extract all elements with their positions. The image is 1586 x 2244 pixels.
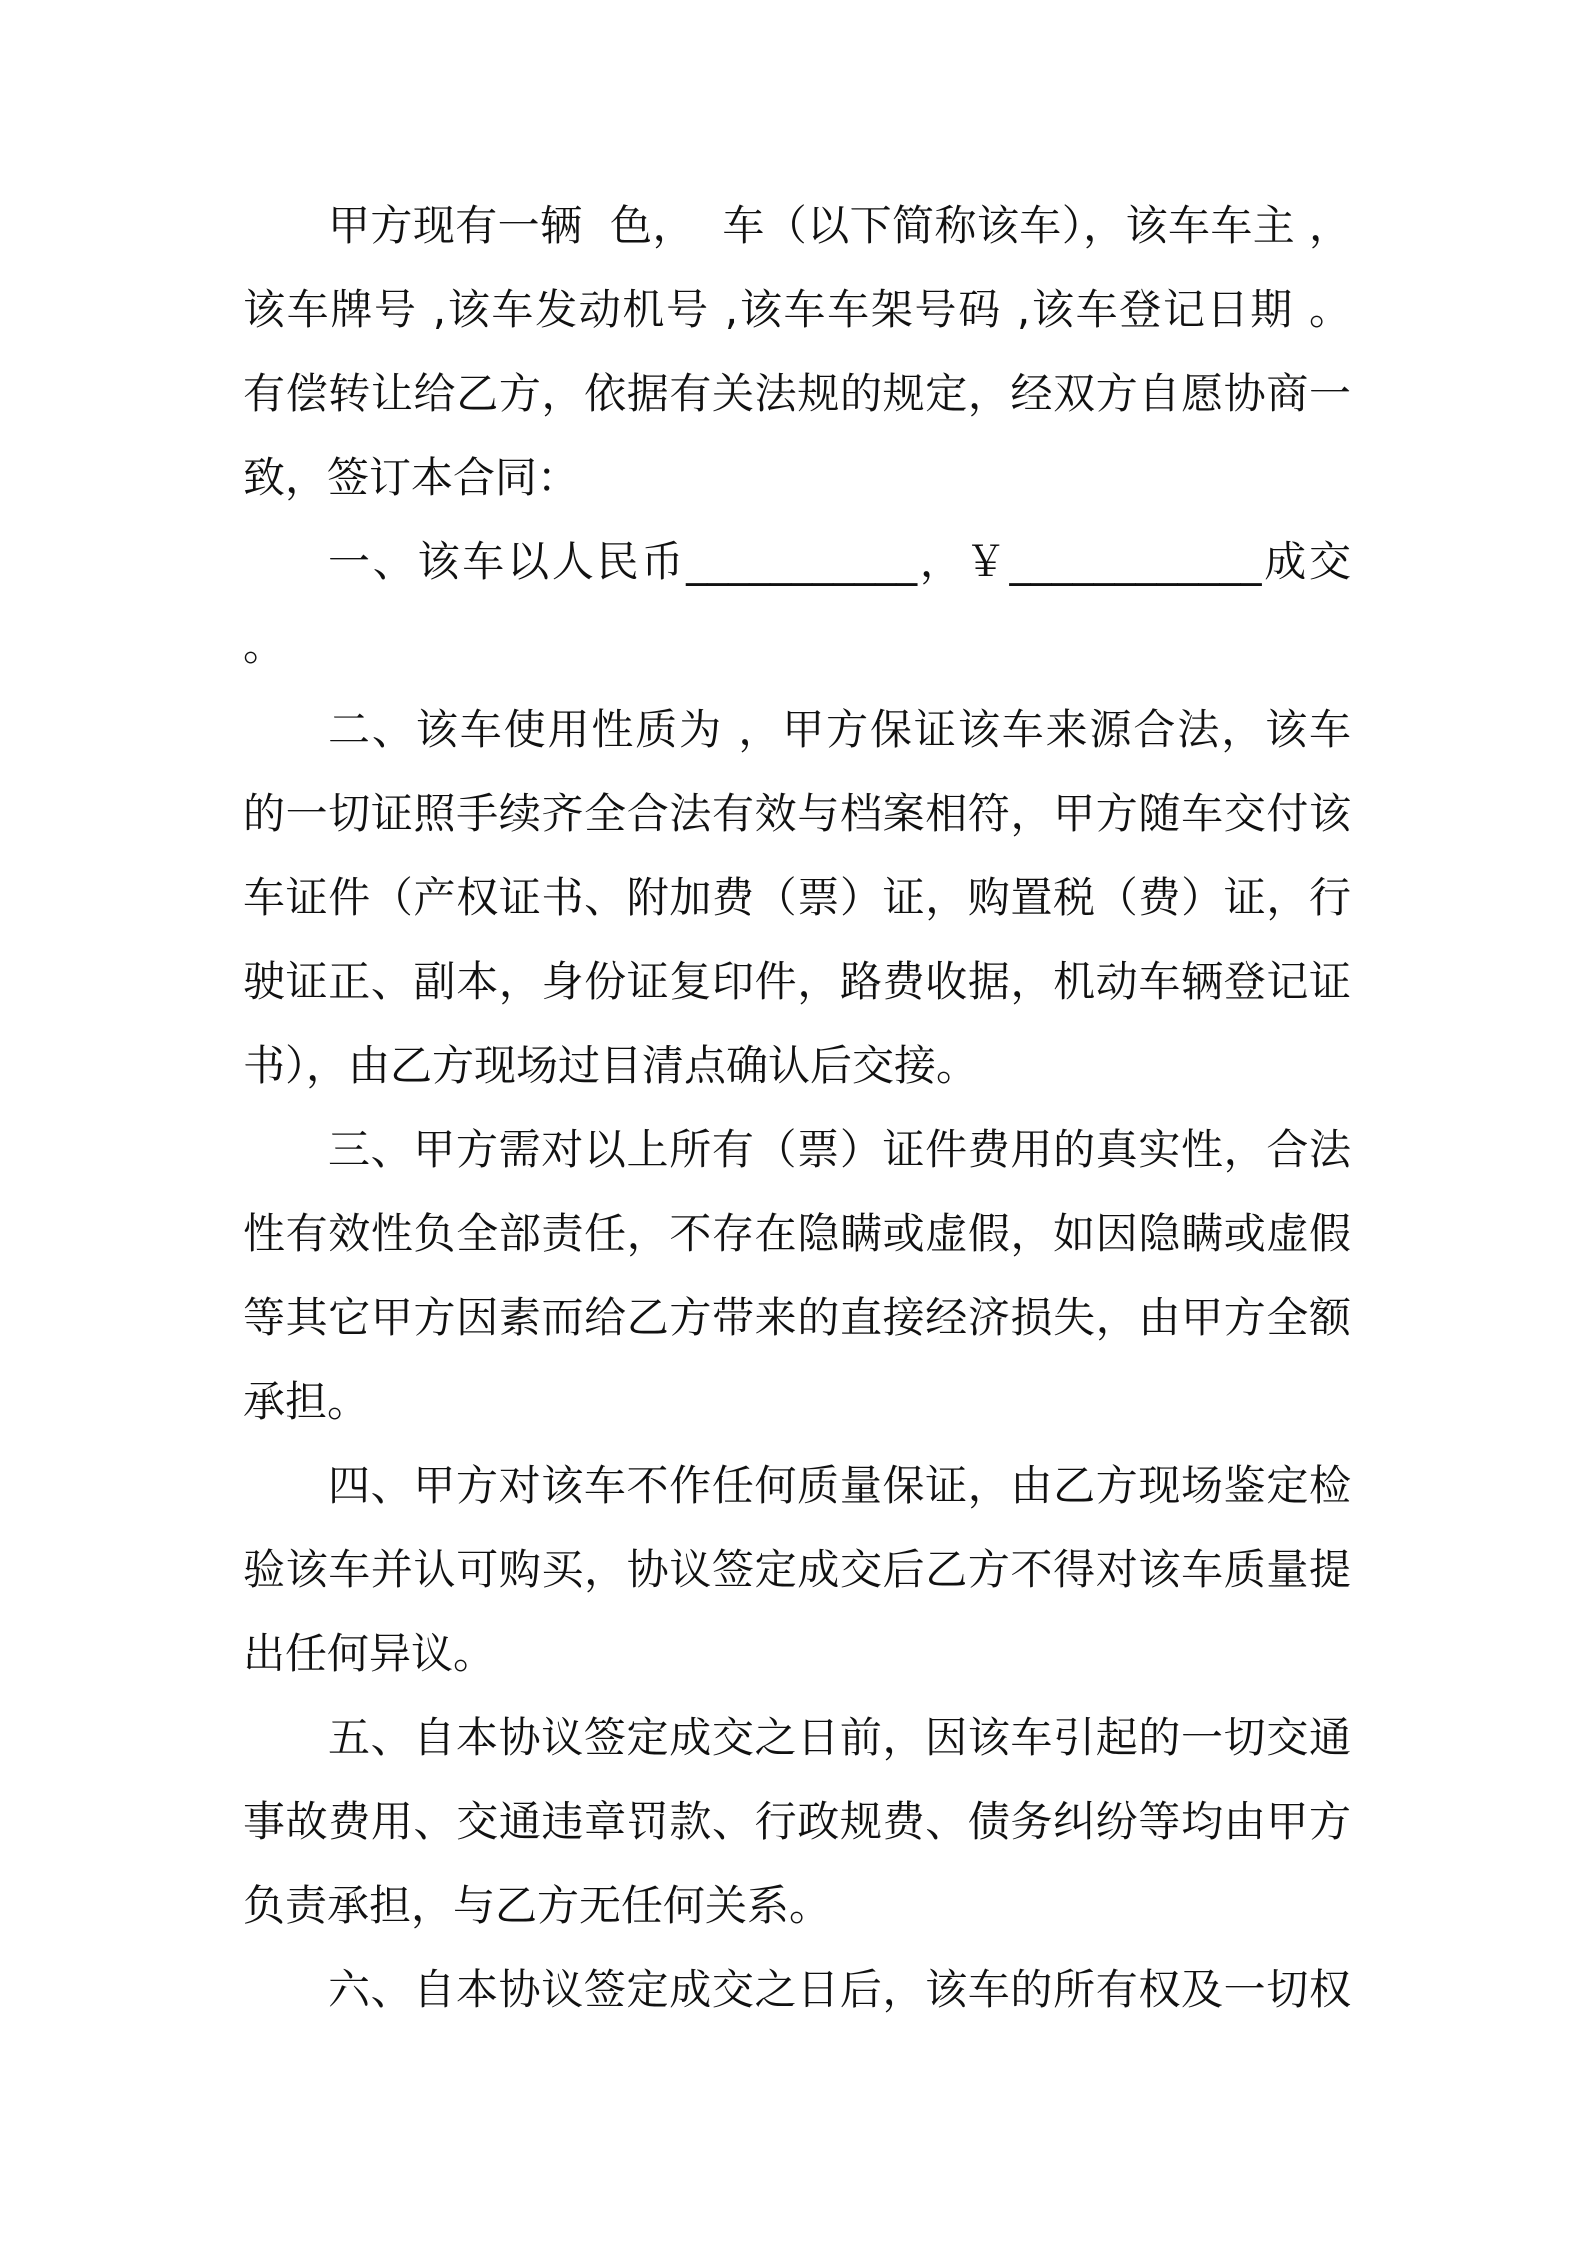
text-line: 负责承担，与乙方无任何关系。	[243, 1881, 832, 1930]
text-line: 驶证正、副本，身份证复印件，路费收据，机动车辆登记证	[243, 957, 1351, 1006]
text-line: 事故费用、交通违章罚款、行政规费、债务纠纷等均由甲方	[243, 1797, 1351, 1846]
text-line: 出任何异议。	[243, 1629, 496, 1678]
text-line: 二、该车使用性质为 ，甲方保证该车来源合法，该车	[328, 705, 1351, 754]
text-line: 性有效性负全部责任，不存在隐瞒或虚假，如因隐瞒或虚假	[243, 1209, 1351, 1258]
text-line: 一、该车以人民币___________，￥____________成交	[328, 537, 1351, 586]
text-line: 该车牌号 ,该车发动机号 ,该车车架号码 ,该车登记日期 。	[243, 285, 1351, 334]
text-line: 四、甲方对该车不作任何质量保证，由乙方现场鉴定检	[328, 1461, 1351, 1510]
text-line: 致，签订本合同：	[243, 453, 580, 502]
text-line: 验该车并认可购买，协议签定成交后乙方不得对该车质量提	[243, 1545, 1351, 1594]
text-line: 车证件（产权证书、附加费（票）证，购置税（费）证，行	[243, 873, 1351, 922]
text-line: 三、甲方需对以上所有（票）证件费用的真实性，合法	[328, 1125, 1351, 1174]
text-line: 。	[243, 621, 286, 670]
text-line: 六、自本协议签定成交之日后，该车的所有权及一切权	[328, 1965, 1351, 2014]
text-line: 承担。	[243, 1377, 370, 1426]
text-line: 的一切证照手续齐全合法有效与档案相符，甲方随车交付该	[243, 789, 1351, 838]
text-line: 等其它甲方因素而给乙方带来的直接经济损失，由甲方全额	[243, 1293, 1351, 1342]
text-line: 书），由乙方现场过目清点确认后交接。	[243, 1041, 979, 1090]
text-line: 有偿转让给乙方，依据有关法规的规定，经双方自愿协商一	[243, 369, 1351, 418]
text-line: 甲方现有一辆 色， 车（以下简称该车），该车车主 ，	[328, 201, 1351, 250]
text-line: 五、自本协议签定成交之日前，因该车引起的一切交通	[328, 1713, 1351, 1762]
